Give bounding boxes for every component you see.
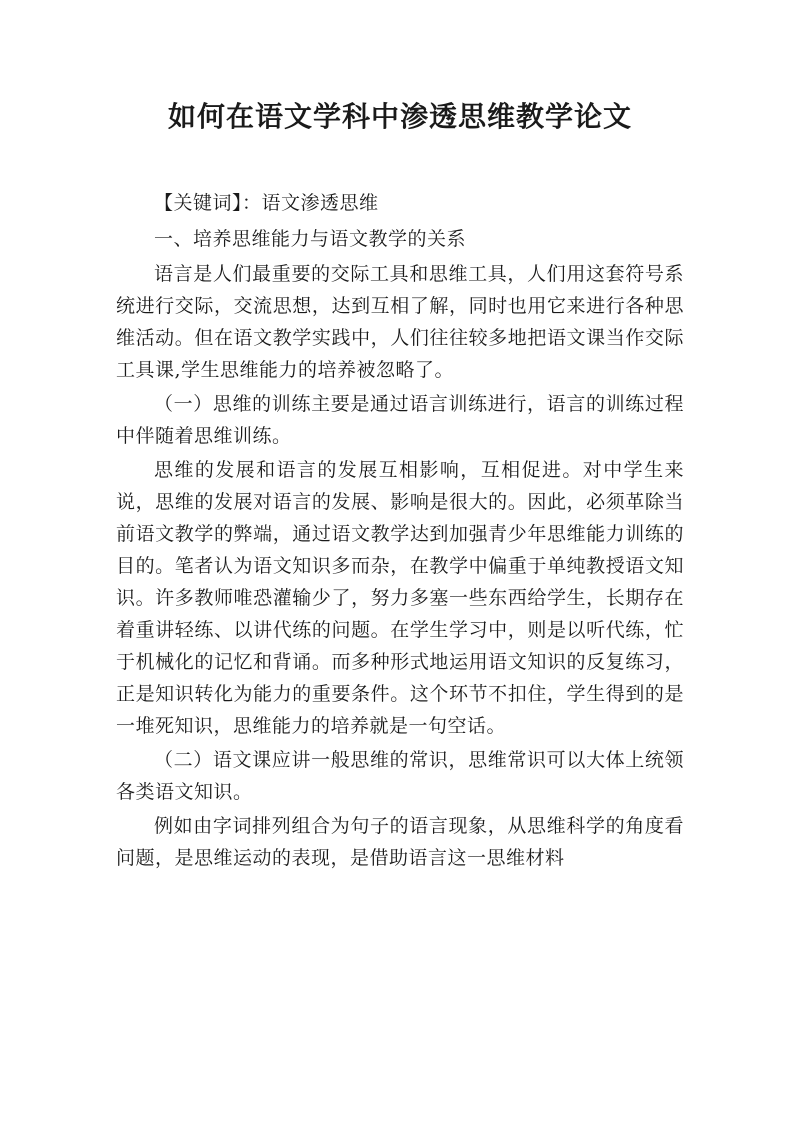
keywords-label: 【关键词】：	[154, 192, 262, 214]
paragraph-2: 思维的发展和语言的发展互相影响，互相促进。对中学生来说，思维的发展对语言的发展、影响是很大的。因此，必须革除当前语文教学的弊端，通过语文教学达到加强青少年思维能力训练的目的。笔者认为语文知识多而杂，在教学中偏重于单纯教授语文知识。许多教师唯恐灌输少了，努力多塞一些东西给学生，长期存在着重讲轻练、以讲代练的问题。在学生学习中，则是以听代练，忙于机械化的记忆和背诵。而多种形式地运用语文知识的反复练习，正是知识转化为能力的重要条件。这个环节不扣住，学生得到的是一堆死知识，思维能力的培养就是一句空话。	[116, 459, 684, 737]
document-body	[116, 186, 684, 874]
keywords-value: 语文渗透思维	[261, 192, 379, 214]
keywords-line	[116, 186, 684, 220]
section-heading: 一、培养思维能力与语文教学的关系	[154, 228, 467, 250]
subsection-heading-1: （一）思维的训练主要是通过语言训练进行，语言的训练过程中伴随着思维训练。	[116, 393, 684, 447]
paragraph-1: 语言是人们最重要的交际工具和思维工具，人们用这套符号系统进行交际，交流思想，达到互相了解，同时也用它来进行各种思维活动。但在语文教学实践中，人们往往较多地把语文课当作交际工具课,学生思维能力的培养被忽略了。	[116, 263, 684, 381]
paragraph-3: 例如由字词排列组合为句子的语言现象，从思维科学的角度看问题，是思维运动的表现，是借助语言这一思维材料	[116, 815, 684, 869]
subsection-heading-2: （二）语文课应讲一般思维的常识，思维常识可以大体上统领各类语文知识。	[116, 749, 684, 803]
document-title: 如何在语文学科中渗透思维教学论文	[167, 100, 632, 133]
